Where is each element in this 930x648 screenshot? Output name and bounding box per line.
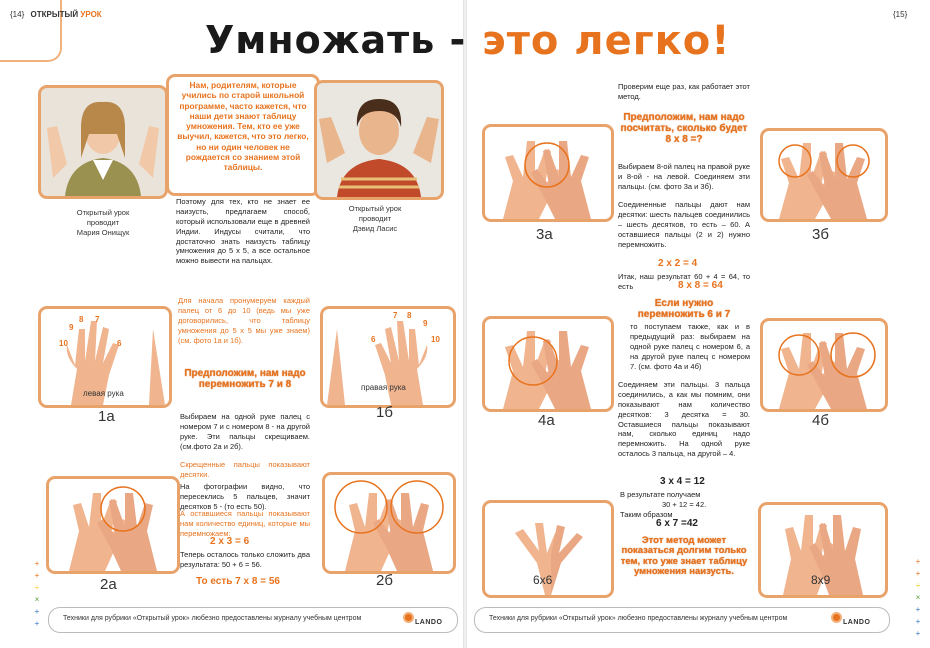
footer-text: Техники для рубрики «Открытый урок» любезно предоставлены журналу учебным центром	[63, 615, 362, 622]
equation-8x8: 8 х 8 = 64	[678, 280, 723, 291]
finger-num-6-right: 6	[371, 335, 376, 344]
photo-2a	[46, 476, 180, 574]
label-2b: 2б	[376, 572, 393, 589]
label-4a: 4а	[538, 412, 555, 429]
paragraph-5: На фотографии видно, что пересеклись 5 пальцев, значит десятков 5 - (то есть 50).	[180, 482, 310, 511]
photo-2b	[322, 472, 456, 574]
hands-3a-icon	[485, 127, 611, 219]
finger-num-9: 9	[69, 323, 74, 332]
side-symbol: +	[34, 619, 40, 628]
paragraph-3: Выбираем на одной руке палец с номером 7 и с номером 8 - на другой руке. Эти пальцы скрещиваем. (см.фото 2а и 2б).	[180, 412, 310, 451]
intro-box	[166, 74, 320, 196]
right-footer	[474, 607, 890, 633]
label-4b: 4б	[812, 412, 829, 429]
right-hand-label: правая рука	[361, 383, 406, 392]
side-symbol: +	[915, 629, 921, 638]
paragraph-1: Поэтому для тех, кто не знает ее наизусть, предлагаем способ, который использовали еще в древней Индии. Индусы считали, что достаточно знать наизусть таблицу умножения до 5 х 5, а все остальное можно вывести на пальцах.	[176, 197, 310, 266]
caption-maria: Открытый урок проводит Мария Онищук	[76, 208, 130, 237]
equation-7x8: То есть 7 х 8 = 56	[196, 576, 280, 587]
crossed-hands-icon	[49, 479, 177, 571]
paragraph-2: Для начала пронумеруем каждый палец от 6 до 10 (ведь мы уже договорились, что таблицу умножения до 5 х 5 мы уже знаем) (см. фото 1а и 1б).	[178, 296, 310, 345]
final-note: Этот метод может показаться долгим только тем, кто уже знает таблицу умножения наизусть.	[620, 535, 748, 578]
label-3a: 3а	[536, 226, 553, 243]
footer-text: Техники для рубрики «Открытый урок» любезно предоставлены журналу учебным центром	[489, 615, 788, 622]
title-part1: Умножать -	[205, 18, 467, 62]
paragraph-4: Скрещенные пальцы показывают десятки.	[180, 460, 310, 479]
r-paragraph-2: Выбираем 8-ой палец на правой руке и 8-ой - на левой. Соединяем эти пальцы. (см. фото 3а и 3б).	[618, 162, 750, 191]
hands-3b-icon	[763, 131, 885, 219]
label-6x6: 6х6	[533, 573, 553, 587]
r-paragraph-3: Соединенные пальцы дают нам десятки: шесть пальцев соединились – шесть десятков, то есть – 60. А оставшиеся пальцы (2 и 2) нужно перемножить.	[618, 200, 750, 249]
heading-7x8: Предположим, нам надо перемножить 7 и 8	[184, 368, 306, 390]
photo-6x6	[482, 500, 614, 598]
equation-2x2: 2 х 2 = 4	[658, 258, 698, 269]
finger-num-9-right: 9	[423, 319, 428, 328]
equation-3x4: 3 х 4 = 12	[660, 476, 705, 487]
photo-3b	[760, 128, 888, 222]
finger-num-7-right: 7	[393, 311, 398, 320]
left-footer	[48, 607, 458, 633]
caption-david: Открытый урок проводит Дэвид Ласис	[348, 204, 402, 233]
side-symbol: +	[34, 607, 40, 616]
photo-4a	[482, 316, 614, 412]
intro-text: Нам, родителям, которые учились по старой школьной программе, часто кажется, что наши дети знают таблицу умножения. Тем, кто ее уже выучил, кажется, что это легко, но ни один человек не рождается со знанием этой таблицы.	[177, 80, 309, 172]
heading-6x7: Если нужно перемножить 6 и 7	[637, 298, 731, 320]
hands-4b-icon	[763, 321, 885, 409]
r-paragraph-1: Проверим еще раз, как работает этот метод.	[618, 82, 750, 101]
side-symbol: ×	[34, 595, 40, 604]
label-8x9: 8х9	[811, 573, 831, 587]
lando-logo	[401, 612, 443, 626]
logo-text: LANDO	[843, 619, 871, 626]
finger-num-10: 10	[59, 339, 68, 348]
left-hand-label: левая рука	[83, 389, 124, 398]
left-page-number: {14}	[10, 10, 25, 19]
title-part2: это легко!	[482, 18, 731, 64]
paragraph-6: А оставшиеся пальцы показывают нам количество единиц, которые мы перемножаем:	[180, 509, 310, 538]
photo-3a	[482, 124, 614, 222]
paragraph-7: Теперь осталось только сложить два результата: 50 + 6 = 56.	[180, 550, 310, 569]
photo-maria	[38, 85, 168, 199]
r-paragraph-5: то поступаем также, как и в предыдущий раз: выбираем на одной руке палец с номером 6, а на другой руке палец с номером 7. (см. фото 4а и 4б)	[630, 322, 750, 371]
side-symbol: +	[34, 559, 40, 568]
label-1a: 1а	[98, 408, 115, 425]
r-paragraph-8: Таким образом	[620, 510, 673, 519]
left-page-header	[10, 10, 102, 19]
side-symbol: ×	[915, 593, 921, 602]
side-symbol: +	[915, 605, 921, 614]
side-symbol: +	[915, 569, 921, 578]
hands-4a-icon	[485, 319, 611, 409]
finger-num-8: 8	[79, 315, 84, 324]
r-paragraph-7: В результате получаем	[620, 490, 701, 499]
photo-8x9	[758, 502, 888, 598]
lando-logo	[829, 612, 871, 626]
section-label-part2: УРОК	[80, 10, 102, 19]
logo-circle-icon	[831, 612, 842, 623]
heading-8x8: Предположим, нам надо посчитать, сколько будет 8 х 8 =?	[620, 112, 748, 145]
side-symbol: ÷	[34, 583, 40, 592]
label-2a: 2а	[100, 576, 117, 593]
logo-text: LANDO	[415, 619, 443, 626]
page-spine	[463, 0, 467, 648]
finger-num-6: 6	[117, 339, 122, 348]
logo-circle-icon	[403, 612, 414, 623]
photo-1a	[38, 306, 172, 408]
label-3b: 3б	[812, 226, 829, 243]
photo-4b	[760, 318, 888, 412]
r-paragraph-6: Соединяем эти пальцы. 3 пальца соединились, а как мы помним, они показывают нам количество десятков: 3 десятка = 30. Оставшиеся пальцы показывают нам, сколько единиц надо перемножить. На одной руке осталось 3 пальца, на другой – 4.	[618, 380, 750, 459]
crossed-hands-icon-2	[325, 475, 453, 571]
equation-6x7: 6 х 7 =42	[656, 518, 698, 529]
photo-1b	[320, 306, 456, 408]
right-page-number: {15}	[893, 10, 908, 19]
r-paragraph-7b: 30 + 12 = 42.	[662, 500, 707, 509]
r-paragraph-4: Итак, наш результат 60 + 4 = 64, то есть	[618, 272, 750, 291]
finger-num-8-right: 8	[407, 311, 412, 320]
side-symbol: ÷	[915, 581, 921, 590]
finger-num-7: 7	[95, 315, 100, 324]
equation-2x3: 2 х 3 = 6	[210, 536, 250, 547]
label-1b: 1б	[376, 404, 393, 421]
finger-num-10-right: 10	[431, 335, 440, 344]
side-symbol: +	[34, 571, 40, 580]
section-label-part1: ОТКРЫТЫЙ	[30, 10, 79, 19]
side-symbol: +	[915, 557, 921, 566]
photo-david	[314, 80, 444, 200]
side-symbol: +	[915, 617, 921, 626]
